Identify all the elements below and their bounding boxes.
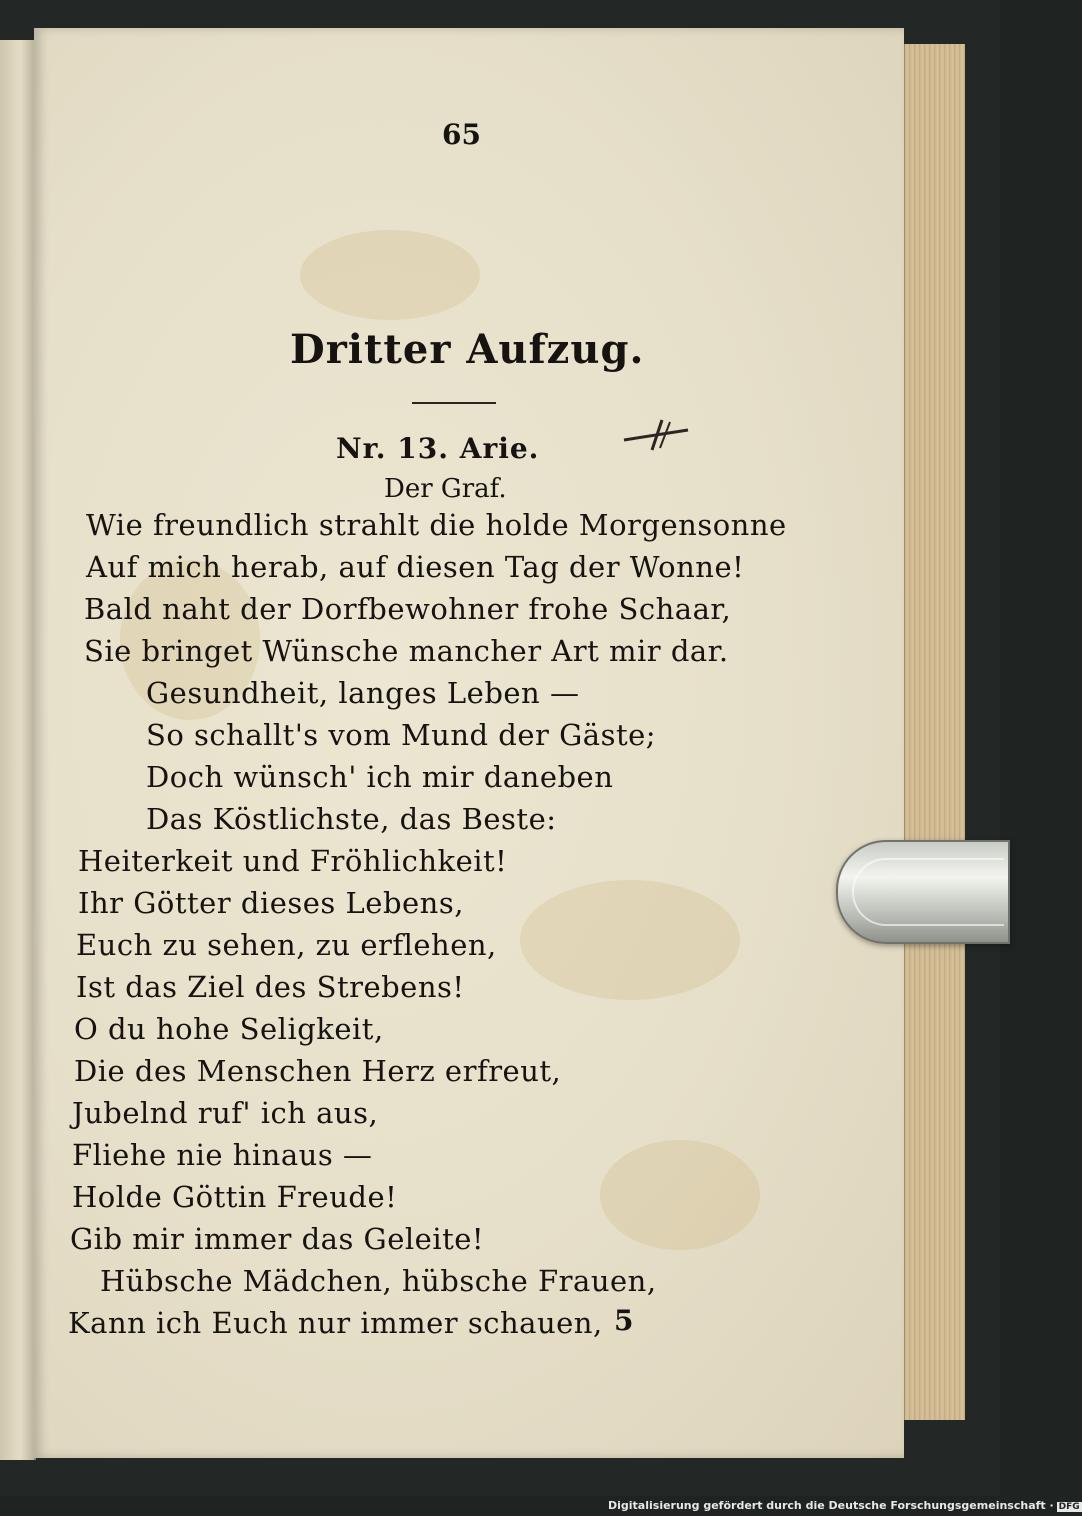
verse-line: Euch zu sehen, zu erflehen, (76, 928, 497, 962)
paper-stain (520, 880, 740, 1000)
verse-line: Auf mich herab, auf diesen Tag der Wonne! (86, 550, 745, 584)
speaker-name: Der Graf. (384, 474, 507, 504)
left-page-edge (0, 40, 36, 1460)
verse-line: Das Köstlichste, das Beste: (146, 802, 557, 836)
verse-line: Die des Menschen Herz erfreut, (74, 1054, 562, 1088)
handwritten-mark-icon (622, 416, 692, 452)
verse-line: Hübsche Mädchen, hübsche Frauen, (100, 1264, 657, 1298)
verse-line: Heiterkeit und Fröhlichkeit! (78, 844, 508, 878)
verse-line: Sie bringet Wünsche mancher Art mir dar. (84, 634, 729, 668)
verse-line: Wie freundlich strahlt die holde Morgensonne (86, 508, 787, 542)
verse-line: Bald naht der Dorfbewohner frohe Schaar, (84, 592, 732, 626)
act-title: Dritter Aufzug. (290, 326, 645, 373)
number-title: Nr. 13. Arie. (336, 432, 540, 465)
verse-line: So schallt's vom Mund der Gäste; (146, 718, 657, 752)
page-number: 65 (442, 118, 481, 151)
verse-line: Kann ich Euch nur immer schauen, (68, 1306, 603, 1340)
signature-mark: 5 (614, 1304, 634, 1337)
verse-line: Gib mir immer das Geleite! (70, 1222, 485, 1256)
page-clip-icon (836, 840, 1010, 944)
page-fore-edge (904, 44, 965, 1420)
verse-line: Ist das Ziel des Strebens! (76, 970, 465, 1004)
verse-line: Fliehe nie hinaus — (72, 1138, 373, 1172)
verse-line: Holde Göttin Freude! (72, 1180, 398, 1214)
verse-line: Ihr Götter dieses Lebens, (78, 886, 464, 920)
paper-stain (300, 230, 480, 320)
dfg-logo-badge: DFG (1058, 1502, 1080, 1512)
credit-text: Digitalisierung gefördert durch die Deutsche Forschungsgemeinschaft · (608, 1499, 1054, 1512)
verse-line: Gesundheit, langes Leben — (146, 676, 580, 710)
title-rule (412, 402, 496, 404)
paper-stain (600, 1140, 760, 1250)
verse-line: O du hohe Seligkeit, (74, 1012, 384, 1046)
digitization-credit (608, 1499, 1082, 1512)
verse-line: Jubelnd ruf' ich aus, (72, 1096, 379, 1130)
verse-line: Doch wünsch' ich mir daneben (146, 760, 614, 794)
